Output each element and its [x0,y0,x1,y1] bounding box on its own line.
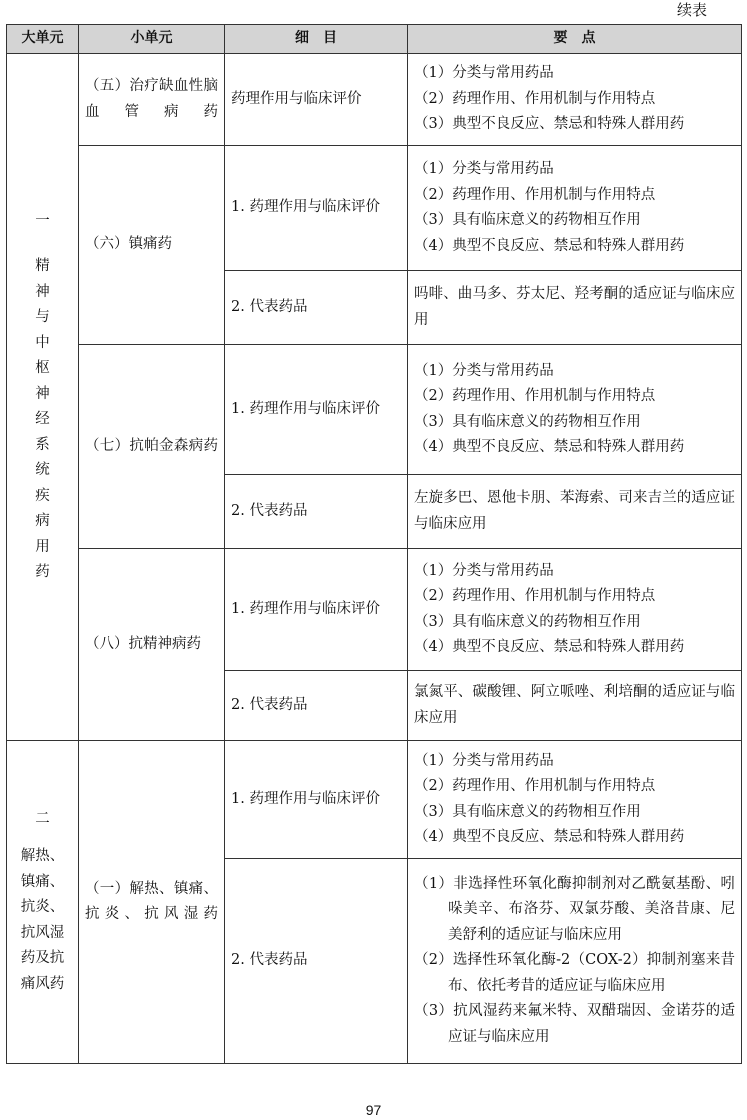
item-cell: 1. 药理作用与临床评价 [225,549,408,671]
sub-unit: （七）抗帕金森病药 [79,345,225,549]
point-item: （1）分类与常用药品 [414,362,554,379]
points-cell [408,671,742,741]
points-cell [408,271,742,345]
column-header-item: 细 目 [225,25,408,54]
major-unit-name: 解热、镇痛、抗炎、抗风湿药及抗痛风药 [20,848,65,992]
table-row [7,54,742,146]
point-item: 氯氮平、碳酸锂、阿立哌唑、利培酮的适应证与临床应用 [414,684,735,726]
point-item: （4）典型不良反应、禁忌和特殊人群用药 [414,237,685,254]
point-item: （3）具有临床意义的药物相互作用 [414,212,641,228]
sub-unit: （一）解热、镇痛、抗炎、抗风湿药 [79,741,225,1064]
item-cell: 1. 药理作用与临床评价 [225,345,408,475]
table-header-row [7,25,742,54]
column-header-major-unit: 大单元 [7,25,79,54]
points-cell [408,345,742,475]
point-item: （3）抗风湿药来氟米特、双醋瑞因、金诺芬的适应证与临床应用 [414,1003,735,1045]
item-cell: 药理作用与临床评价 [225,54,408,146]
point-item: （3）典型不良反应、禁忌和特殊人群用药 [414,116,685,133]
points-cell [408,146,742,271]
item-cell: 2. 代表药品 [225,671,408,741]
table-row [7,741,742,859]
point-item: （3）具有临床意义的药物相互作用 [414,413,641,430]
item-cell: 2. 代表药品 [225,859,408,1064]
point-item: 左旋多巴、恩他卡朋、苯海索、司来吉兰的适应证与临床应用 [414,490,735,532]
column-header-points: 要 点 [408,25,742,54]
points-cell [408,859,742,1064]
points-cell [408,549,742,671]
major-unit-number: 二 [35,810,50,827]
item-cell: 1. 药理作用与临床评价 [225,741,408,859]
point-item: （2）药理作用、作用机制与作用特点 [414,186,656,203]
points-cell [408,741,742,859]
item-cell: 2. 代表药品 [225,271,408,345]
points-cell [408,54,742,146]
point-item: （2）选择性环氧化酶-2（COX-2）抑制剂塞来昔布、依托考昔的适应证与临床应用 [414,952,735,994]
points-cell [408,475,742,549]
sub-unit: （五）治疗缺血性脑血管病药 [79,54,225,146]
point-item: 吗啡、曲马多、芬太尼、羟考酮的适应证与临床应用 [414,286,735,328]
point-item: （2）药理作用、作用机制与作用特点 [414,90,656,107]
table-row [7,146,742,271]
point-item: （1）分类与常用药品 [414,562,554,579]
column-header-sub-unit: 小单元 [79,25,225,54]
point-item: （2）药理作用、作用机制与作用特点 [414,778,656,794]
sub-unit: （八）抗精神病药 [79,549,225,741]
item-cell: 1. 药理作用与临床评价 [225,146,408,271]
table-row [7,345,742,475]
page-number: 97 [365,1102,382,1118]
point-item: （4）典型不良反应、禁忌和特殊人群用药 [414,829,685,845]
point-item: （2）药理作用、作用机制与作用特点 [414,588,656,604]
point-item: （3）具有临床意义的药物相互作用 [414,613,641,630]
sub-unit: （六）镇痛药 [79,146,225,345]
point-item: （1）分类与常用药品 [414,65,554,82]
continued-label: 续表 [676,1,707,19]
major-unit-number: 一 [35,212,50,229]
item-cell: 2. 代表药品 [225,475,408,549]
point-item: （1）分类与常用药品 [414,161,554,177]
point-item: （4）典型不良反应、禁忌和特殊人群用药 [414,639,685,655]
point-item: （3）具有临床意义的药物相互作用 [414,803,641,820]
point-item: （1）非选择性环氧化酶抑制剂对乙酰氨基酚、吲哚美辛、布洛芬、双氯芬酸、美洛昔康、尼美舒利的适应证与临床应用 [414,875,735,943]
major-unit-2 [7,741,79,1064]
point-item: （4）典型不良反应、禁忌和特殊人群用药 [414,439,685,455]
major-unit-1 [7,54,79,741]
point-item: （1）分类与常用药品 [414,752,554,769]
major-unit-name: 精神与中枢神经系统疾病用药 [35,258,50,580]
point-item: （2）药理作用、作用机制与作用特点 [414,388,656,404]
table-row [7,549,742,671]
syllabus-table [6,24,742,1064]
